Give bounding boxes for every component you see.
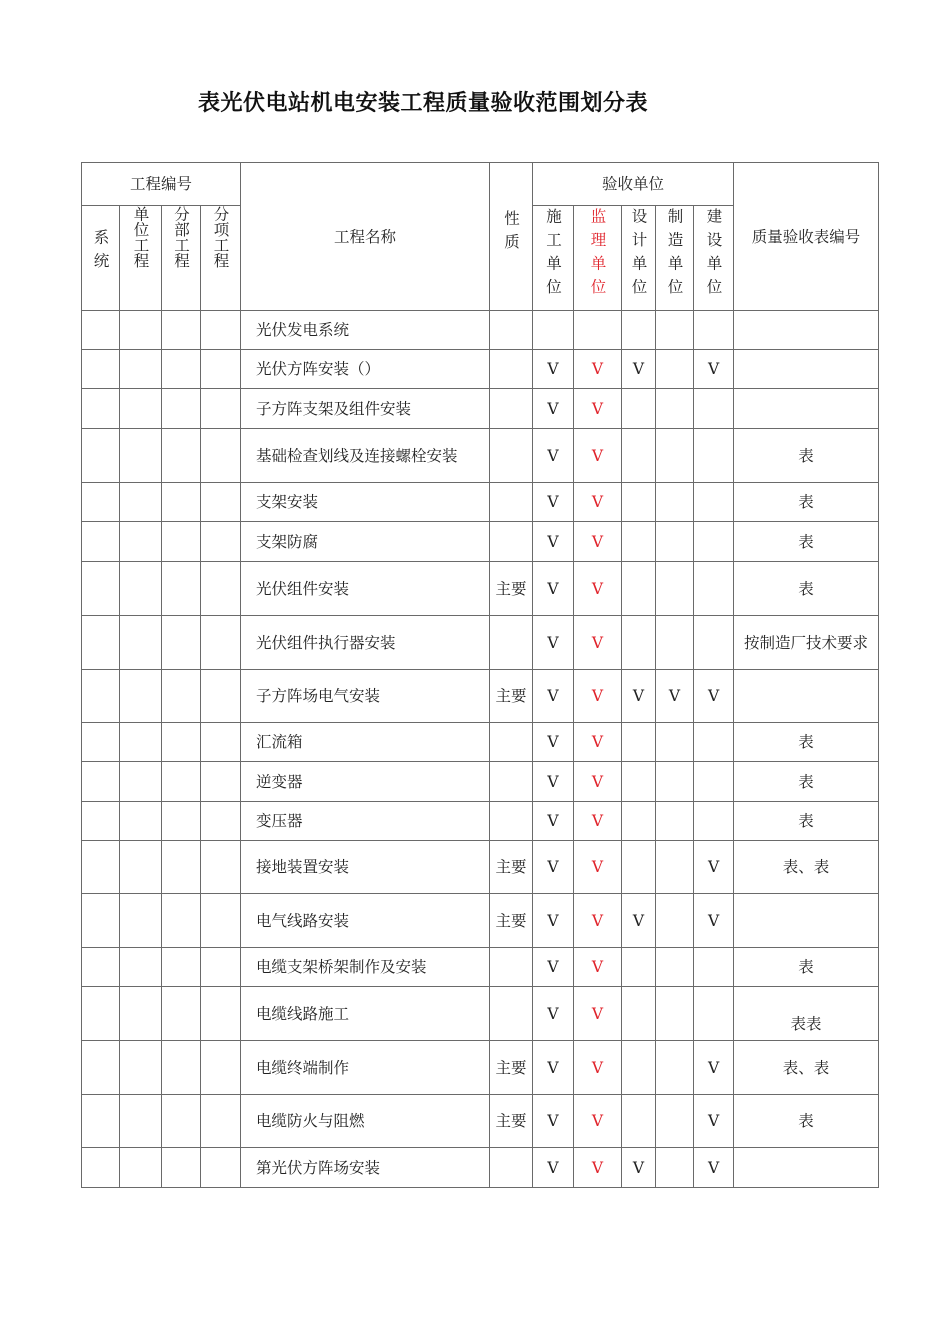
table-row xyxy=(82,802,879,841)
design-mark xyxy=(622,841,656,894)
manufacturer-mark xyxy=(656,429,694,483)
table-row xyxy=(82,1148,879,1188)
owner-mark xyxy=(694,429,734,483)
division-project-cell xyxy=(162,987,201,1041)
division-project-cell xyxy=(162,616,201,670)
manufacturer-mark xyxy=(656,389,694,429)
division-project-cell xyxy=(162,670,201,723)
design-mark: V xyxy=(622,1148,656,1188)
header-construction-text: 施工单位 xyxy=(544,208,563,302)
unit-project-cell xyxy=(120,841,162,894)
item-project-cell xyxy=(201,311,241,350)
nature-cell xyxy=(490,350,533,389)
system-cell xyxy=(82,522,120,562)
item-project-cell xyxy=(201,802,241,841)
owner-mark: V xyxy=(694,1041,734,1095)
owner-mark: V xyxy=(694,841,734,894)
system-cell xyxy=(82,802,120,841)
form-number-cell: 表 xyxy=(734,522,879,562)
table-row xyxy=(82,562,879,616)
header-acceptance-units: 验收单位 xyxy=(533,163,734,206)
project-name-cell: 电缆线路施工 xyxy=(241,987,490,1041)
manufacturer-mark xyxy=(656,841,694,894)
table-row xyxy=(82,762,879,802)
item-project-cell xyxy=(201,723,241,762)
table-row xyxy=(82,483,879,522)
owner-mark xyxy=(694,389,734,429)
construction-mark: V xyxy=(533,723,574,762)
form-number-cell: 表 xyxy=(734,948,879,987)
table-row xyxy=(82,723,879,762)
supervision-mark xyxy=(574,311,622,350)
supervision-mark: V xyxy=(574,350,622,389)
manufacturer-mark xyxy=(656,762,694,802)
form-number-cell: 表 xyxy=(734,802,879,841)
owner-mark: V xyxy=(694,350,734,389)
design-mark xyxy=(622,987,656,1041)
owner-mark xyxy=(694,562,734,616)
form-number-cell: 按制造厂技术要求 xyxy=(734,616,879,670)
nature-cell xyxy=(490,389,533,429)
construction-mark: V xyxy=(533,841,574,894)
division-project-cell xyxy=(162,1095,201,1148)
unit-project-cell xyxy=(120,723,162,762)
unit-project-cell xyxy=(120,616,162,670)
manufacturer-mark xyxy=(656,802,694,841)
supervision-mark: V xyxy=(574,948,622,987)
project-name-cell: 汇流箱 xyxy=(241,723,490,762)
system-cell xyxy=(82,311,120,350)
table-row xyxy=(82,522,879,562)
item-project-cell xyxy=(201,350,241,389)
manufacturer-mark xyxy=(656,616,694,670)
owner-mark: V xyxy=(694,1095,734,1148)
item-project-cell xyxy=(201,987,241,1041)
owner-mark xyxy=(694,987,734,1041)
supervision-mark: V xyxy=(574,802,622,841)
form-number-cell: 表、表 xyxy=(734,1041,879,1095)
form-number-cell: 表表 xyxy=(734,987,879,1041)
construction-mark: V xyxy=(533,616,574,670)
table-row xyxy=(82,311,879,350)
division-project-cell xyxy=(162,522,201,562)
supervision-mark: V xyxy=(574,1148,622,1188)
project-name-cell: 支架防腐 xyxy=(241,522,490,562)
system-cell xyxy=(82,841,120,894)
nature-cell xyxy=(490,616,533,670)
construction-mark: V xyxy=(533,1095,574,1148)
project-name-cell: 子方阵场电气安装 xyxy=(241,670,490,723)
header-nature-text: 性质 xyxy=(502,210,521,257)
header-owner-text: 建设单位 xyxy=(704,208,723,302)
form-number-cell xyxy=(734,1148,879,1188)
item-project-cell xyxy=(201,483,241,522)
unit-project-cell xyxy=(120,429,162,483)
item-project-cell xyxy=(201,616,241,670)
form-number-cell xyxy=(734,311,879,350)
supervision-mark: V xyxy=(574,389,622,429)
design-mark xyxy=(622,429,656,483)
project-name-cell: 光伏组件执行器安装 xyxy=(241,616,490,670)
item-project-cell xyxy=(201,670,241,723)
design-mark: V xyxy=(622,350,656,389)
project-name-cell: 电缆防火与阻燃 xyxy=(241,1095,490,1148)
form-number-cell: 表 xyxy=(734,483,879,522)
manufacturer-mark: V xyxy=(656,670,694,723)
construction-mark xyxy=(533,311,574,350)
header-division-project xyxy=(162,206,201,311)
item-project-cell xyxy=(201,948,241,987)
unit-project-cell xyxy=(120,948,162,987)
header-row-1 xyxy=(82,163,879,206)
project-name-cell: 光伏方阵安装（） xyxy=(241,350,490,389)
item-project-cell xyxy=(201,562,241,616)
construction-mark: V xyxy=(533,429,574,483)
construction-mark: V xyxy=(533,522,574,562)
system-cell xyxy=(82,1041,120,1095)
division-project-cell xyxy=(162,483,201,522)
manufacturer-mark xyxy=(656,350,694,389)
division-project-cell xyxy=(162,350,201,389)
project-name-cell: 支架安装 xyxy=(241,483,490,522)
project-name-cell: 电缆终端制作 xyxy=(241,1041,490,1095)
supervision-mark: V xyxy=(574,483,622,522)
construction-mark: V xyxy=(533,350,574,389)
construction-mark: V xyxy=(533,562,574,616)
owner-mark xyxy=(694,723,734,762)
construction-mark: V xyxy=(533,1148,574,1188)
division-project-cell xyxy=(162,802,201,841)
project-name-cell: 基础检查划线及连接螺栓安装 xyxy=(241,429,490,483)
form-number-cell: 表 xyxy=(734,723,879,762)
item-project-cell xyxy=(201,429,241,483)
form-number-cell: 表 xyxy=(734,562,879,616)
nature-cell xyxy=(490,802,533,841)
design-mark: V xyxy=(622,894,656,948)
division-project-cell xyxy=(162,389,201,429)
header-form-number: 质量验收表编号 xyxy=(734,163,879,311)
supervision-mark: V xyxy=(574,1041,622,1095)
design-mark xyxy=(622,311,656,350)
owner-mark xyxy=(694,311,734,350)
item-project-cell xyxy=(201,1041,241,1095)
item-project-cell xyxy=(201,1095,241,1148)
construction-mark: V xyxy=(533,987,574,1041)
system-cell xyxy=(82,1095,120,1148)
supervision-mark: V xyxy=(574,429,622,483)
nature-cell xyxy=(490,522,533,562)
nature-cell xyxy=(490,1148,533,1188)
manufacturer-mark xyxy=(656,894,694,948)
header-manufacturer-text: 制造单位 xyxy=(665,208,684,302)
owner-mark: V xyxy=(694,894,734,948)
item-project-cell xyxy=(201,762,241,802)
header-design xyxy=(622,206,656,311)
form-number-cell xyxy=(734,894,879,948)
table-row xyxy=(82,616,879,670)
table-row xyxy=(82,948,879,987)
header-nature xyxy=(490,163,533,311)
division-project-cell xyxy=(162,1041,201,1095)
nature-cell xyxy=(490,987,533,1041)
system-cell xyxy=(82,483,120,522)
construction-mark: V xyxy=(533,948,574,987)
construction-mark: V xyxy=(533,894,574,948)
owner-mark xyxy=(694,616,734,670)
manufacturer-mark xyxy=(656,562,694,616)
project-name-cell: 电气线路安装 xyxy=(241,894,490,948)
unit-project-cell xyxy=(120,987,162,1041)
item-project-cell xyxy=(201,841,241,894)
design-mark xyxy=(622,562,656,616)
unit-project-cell xyxy=(120,762,162,802)
supervision-mark: V xyxy=(574,762,622,802)
table-row xyxy=(82,429,879,483)
supervision-mark: V xyxy=(574,616,622,670)
division-project-cell xyxy=(162,841,201,894)
unit-project-cell xyxy=(120,894,162,948)
header-project-code: 工程编号 xyxy=(82,163,241,206)
supervision-mark: V xyxy=(574,1095,622,1148)
unit-project-cell xyxy=(120,1041,162,1095)
form-number-cell xyxy=(734,350,879,389)
nature-cell xyxy=(490,483,533,522)
system-cell xyxy=(82,894,120,948)
header-system-text: 系统 xyxy=(91,229,110,276)
manufacturer-mark xyxy=(656,987,694,1041)
form-number-cell: 表 xyxy=(734,762,879,802)
project-name-cell: 变压器 xyxy=(241,802,490,841)
unit-project-cell xyxy=(120,311,162,350)
header-manufacturer xyxy=(656,206,694,311)
item-project-cell xyxy=(201,389,241,429)
acceptance-table xyxy=(81,162,879,1188)
construction-mark: V xyxy=(533,389,574,429)
design-mark xyxy=(622,522,656,562)
construction-mark: V xyxy=(533,1041,574,1095)
table-row xyxy=(82,1095,879,1148)
nature-cell xyxy=(490,762,533,802)
division-project-cell xyxy=(162,311,201,350)
nature-cell: 主要 xyxy=(490,841,533,894)
unit-project-cell xyxy=(120,483,162,522)
form-number-cell xyxy=(734,389,879,429)
form-number-cell xyxy=(734,670,879,723)
design-mark: V xyxy=(622,670,656,723)
table-row xyxy=(82,841,879,894)
construction-mark: V xyxy=(533,802,574,841)
owner-mark: V xyxy=(694,670,734,723)
nature-cell: 主要 xyxy=(490,894,533,948)
project-name-cell: 逆变器 xyxy=(241,762,490,802)
project-name-cell: 第光伏方阵场安装 xyxy=(241,1148,490,1188)
header-unit-project-text: 单位工程 xyxy=(131,206,150,268)
nature-cell: 主要 xyxy=(490,1041,533,1095)
design-mark xyxy=(622,1095,656,1148)
page-title: 表光伏电站机电安装工程质量验收范围划分表 xyxy=(198,91,649,116)
nature-cell xyxy=(490,948,533,987)
nature-cell: 主要 xyxy=(490,1095,533,1148)
manufacturer-mark xyxy=(656,483,694,522)
header-design-text: 设计单位 xyxy=(629,208,648,302)
design-mark xyxy=(622,723,656,762)
construction-mark: V xyxy=(533,483,574,522)
project-name-cell: 电缆支架桥架制作及安装 xyxy=(241,948,490,987)
division-project-cell xyxy=(162,1148,201,1188)
form-number-cell: 表、表 xyxy=(734,841,879,894)
manufacturer-mark xyxy=(656,311,694,350)
manufacturer-mark xyxy=(656,1148,694,1188)
unit-project-cell xyxy=(120,389,162,429)
header-item-project xyxy=(201,206,241,311)
system-cell xyxy=(82,616,120,670)
owner-mark xyxy=(694,522,734,562)
owner-mark xyxy=(694,483,734,522)
division-project-cell xyxy=(162,948,201,987)
nature-cell xyxy=(490,311,533,350)
table-row xyxy=(82,1041,879,1095)
manufacturer-mark xyxy=(656,723,694,762)
form-number-cell: 表 xyxy=(734,429,879,483)
system-cell xyxy=(82,429,120,483)
design-mark xyxy=(622,389,656,429)
project-name-cell: 光伏组件安装 xyxy=(241,562,490,616)
system-cell xyxy=(82,762,120,802)
header-construction xyxy=(533,206,574,311)
header-unit-project xyxy=(120,206,162,311)
nature-cell: 主要 xyxy=(490,670,533,723)
unit-project-cell xyxy=(120,522,162,562)
owner-mark xyxy=(694,762,734,802)
supervision-mark: V xyxy=(574,562,622,616)
header-division-project-text: 分部工程 xyxy=(172,206,190,268)
header-system xyxy=(82,206,120,311)
project-name-cell: 光伏发电系统 xyxy=(241,311,490,350)
division-project-cell xyxy=(162,894,201,948)
header-supervision-text: 监理单位 xyxy=(588,208,607,302)
supervision-mark: V xyxy=(574,723,622,762)
design-mark xyxy=(622,1041,656,1095)
header-owner xyxy=(694,206,734,311)
design-mark xyxy=(622,948,656,987)
unit-project-cell xyxy=(120,802,162,841)
manufacturer-mark xyxy=(656,522,694,562)
header-project-name: 工程名称 xyxy=(241,163,490,311)
system-cell xyxy=(82,562,120,616)
header-item-project-text: 分项工程 xyxy=(211,206,230,268)
design-mark xyxy=(622,802,656,841)
system-cell xyxy=(82,389,120,429)
project-name-cell: 接地装置安装 xyxy=(241,841,490,894)
table-row xyxy=(82,894,879,948)
supervision-mark: V xyxy=(574,841,622,894)
unit-project-cell xyxy=(120,1095,162,1148)
nature-cell xyxy=(490,723,533,762)
system-cell xyxy=(82,670,120,723)
owner-mark xyxy=(694,948,734,987)
unit-project-cell xyxy=(120,350,162,389)
division-project-cell xyxy=(162,429,201,483)
owner-mark xyxy=(694,802,734,841)
unit-project-cell xyxy=(120,1148,162,1188)
table-row xyxy=(82,389,879,429)
system-cell xyxy=(82,987,120,1041)
nature-cell: 主要 xyxy=(490,562,533,616)
design-mark xyxy=(622,483,656,522)
manufacturer-mark xyxy=(656,1095,694,1148)
supervision-mark: V xyxy=(574,522,622,562)
header-supervision xyxy=(574,206,622,311)
table-row xyxy=(82,670,879,723)
system-cell xyxy=(82,350,120,389)
item-project-cell xyxy=(201,522,241,562)
system-cell xyxy=(82,1148,120,1188)
division-project-cell xyxy=(162,562,201,616)
design-mark xyxy=(622,616,656,670)
manufacturer-mark xyxy=(656,948,694,987)
item-project-cell xyxy=(201,894,241,948)
item-project-cell xyxy=(201,1148,241,1188)
system-cell xyxy=(82,723,120,762)
supervision-mark: V xyxy=(574,670,622,723)
unit-project-cell xyxy=(120,562,162,616)
unit-project-cell xyxy=(120,670,162,723)
manufacturer-mark xyxy=(656,1041,694,1095)
design-mark xyxy=(622,762,656,802)
owner-mark: V xyxy=(694,1148,734,1188)
supervision-mark: V xyxy=(574,987,622,1041)
construction-mark: V xyxy=(533,762,574,802)
table-row xyxy=(82,987,879,1041)
system-cell xyxy=(82,948,120,987)
form-number-cell: 表 xyxy=(734,1095,879,1148)
nature-cell xyxy=(490,429,533,483)
construction-mark: V xyxy=(533,670,574,723)
supervision-mark: V xyxy=(574,894,622,948)
project-name-cell: 子方阵支架及组件安装 xyxy=(241,389,490,429)
division-project-cell xyxy=(162,723,201,762)
table-row xyxy=(82,350,879,389)
division-project-cell xyxy=(162,762,201,802)
